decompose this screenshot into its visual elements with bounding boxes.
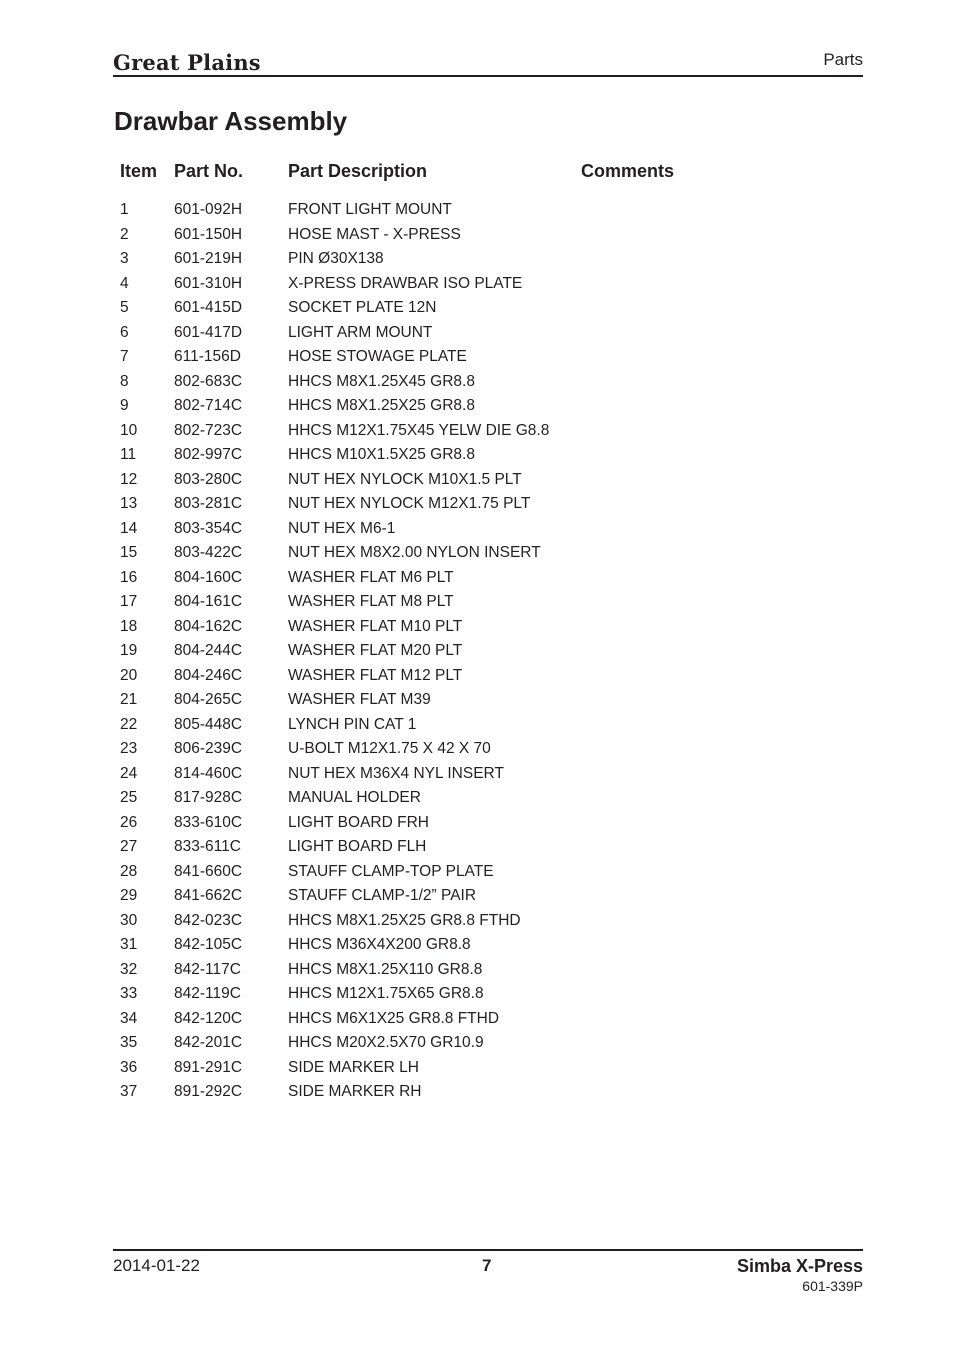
part-description: SIDE MARKER LH [288, 1058, 419, 1076]
item-number: 25 [120, 789, 138, 806]
part-number: 842-023C [174, 911, 243, 929]
table-row [0, 272, 954, 297]
item-number: 12 [120, 470, 138, 488]
part-description: WASHER FLAT M8 PLT [288, 593, 454, 610]
item-number: 20 [120, 666, 138, 684]
part-description: FRONT LIGHT MOUNT [288, 201, 452, 218]
brand-logo: Great Plains [113, 50, 261, 75]
part-number: 802-683C [174, 372, 243, 390]
part-number: 842-105C [174, 936, 243, 953]
table-row [0, 909, 954, 934]
table-row [0, 1080, 954, 1105]
part-description: NUT HEX NYLOCK M12X1.75 PLT [288, 495, 531, 512]
part-number: 802-997C [174, 446, 243, 463]
table-row [0, 811, 954, 836]
item-number: 18 [120, 617, 138, 635]
item-number: 34 [120, 1009, 138, 1027]
table-row [0, 1056, 954, 1081]
item-number: 22 [120, 715, 138, 733]
part-number: 842-117C [174, 960, 241, 978]
table-row [0, 884, 954, 909]
part-number: 803-280C [174, 470, 243, 488]
table-row [0, 541, 954, 566]
part-number: 891-291C [174, 1058, 243, 1076]
part-description: MANUAL HOLDER [288, 789, 421, 806]
part-number: 601-092H [174, 201, 243, 218]
page-title: Drawbar Assembly [114, 106, 348, 136]
part-number: 804-161C [174, 593, 243, 610]
item-number: 2 [120, 225, 129, 243]
item-number: 35 [120, 1034, 138, 1051]
item-number: 14 [120, 519, 138, 537]
table-row [0, 590, 954, 615]
column-header-description: Part Description [288, 161, 428, 181]
item-number: 29 [120, 887, 138, 904]
part-description: HHCS M6X1X25 GR8.8 FTHD [288, 1009, 500, 1027]
item-number: 16 [120, 568, 138, 586]
page-number: 7 [482, 1256, 492, 1275]
table-row [0, 982, 954, 1007]
part-description: LIGHT ARM MOUNT [288, 323, 433, 341]
item-number: 3 [120, 250, 129, 267]
part-description: STAUFF CLAMP-1/2” PAIR [288, 887, 477, 904]
footer-date: 2014-01-22 [113, 1256, 200, 1275]
part-number: 833-611C [174, 838, 241, 855]
part-description: NUT HEX M8X2.00 NYLON INSERT [288, 544, 541, 561]
part-description: X-PRESS DRAWBAR ISO PLATE [288, 274, 523, 292]
part-number: 803-354C [174, 519, 243, 537]
table-row [0, 492, 954, 517]
part-number: 601-219H [174, 250, 243, 267]
part-description: LYNCH PIN CAT 1 [288, 715, 417, 733]
part-description: HHCS M8X1.25X45 GR8.8 [288, 372, 475, 390]
table-row [0, 247, 954, 272]
part-number: 601-150H [174, 225, 243, 243]
item-number: 31 [120, 936, 138, 953]
table-row [0, 566, 954, 591]
item-number: 37 [120, 1083, 138, 1100]
item-number: 26 [120, 813, 138, 831]
part-description: WASHER FLAT M20 PLT [288, 642, 463, 659]
part-description: SOCKET PLATE 12N [288, 299, 437, 316]
table-row [0, 688, 954, 713]
part-number: 833-610C [174, 813, 243, 831]
item-number: 30 [120, 911, 138, 929]
part-number: 817-928C [174, 789, 243, 806]
part-description: HHCS M12X1.75X45 YELW DIE G8.8 [288, 421, 550, 439]
part-number: 805-448C [174, 715, 243, 733]
part-number: 841-660C [174, 862, 243, 880]
part-description: HHCS M8X1.25X25 GR8.8 FTHD [288, 911, 521, 929]
part-description: PIN Ø30X138 [288, 250, 384, 267]
item-number: 33 [120, 985, 138, 1002]
table-row [0, 615, 954, 640]
table-row [0, 198, 954, 223]
part-number: 806-239C [174, 740, 243, 757]
table-row [0, 835, 954, 860]
table-row [0, 517, 954, 542]
item-number: 1 [120, 201, 129, 218]
part-description: HHCS M8X1.25X110 GR8.8 [288, 960, 483, 978]
part-number: 842-201C [174, 1034, 243, 1051]
part-number: 601-310H [174, 274, 243, 292]
item-number: 21 [120, 691, 138, 708]
part-description: NUT HEX NYLOCK M10X1.5 PLT [288, 470, 522, 488]
section-label: Parts [823, 50, 863, 69]
table-row [0, 468, 954, 493]
table-row [0, 321, 954, 346]
part-number: 842-120C [174, 1009, 243, 1027]
table-row [0, 345, 954, 370]
part-number: 804-244C [174, 642, 243, 659]
part-description: U-BOLT M12X1.75 X 42 X 70 [288, 740, 491, 757]
part-description: HHCS M12X1.75X65 GR8.8 [288, 985, 484, 1002]
table-row [0, 664, 954, 689]
footer-divider [113, 1249, 863, 1251]
page-header [113, 48, 863, 77]
part-number: 601-415D [174, 299, 243, 316]
part-number: 802-723C [174, 421, 243, 439]
part-number: 841-662C [174, 887, 243, 904]
item-number: 10 [120, 421, 138, 439]
part-description: NUT HEX M6-1 [288, 519, 396, 537]
table-row [0, 762, 954, 787]
item-number: 6 [120, 323, 129, 341]
item-number: 11 [120, 446, 137, 463]
item-number: 36 [120, 1058, 138, 1076]
table-row [0, 370, 954, 395]
part-description: WASHER FLAT M12 PLT [288, 666, 463, 684]
table-row [0, 786, 954, 811]
part-number: 804-246C [174, 666, 243, 684]
item-number: 19 [120, 642, 138, 659]
part-number: 842-119C [174, 985, 241, 1002]
table-row [0, 296, 954, 321]
column-header-part-no: Part No. [174, 161, 244, 181]
part-number: 804-160C [174, 568, 243, 586]
part-description: HHCS M36X4X200 GR8.8 [288, 936, 471, 953]
table-row [0, 1031, 954, 1056]
item-number: 17 [120, 593, 138, 610]
part-number: 804-162C [174, 617, 243, 635]
part-number: 802-714C [174, 397, 243, 414]
item-number: 24 [120, 764, 138, 782]
item-number: 15 [120, 544, 138, 561]
column-header-comments: Comments [581, 161, 675, 181]
part-description: NUT HEX M36X4 NYL INSERT [288, 764, 504, 782]
table-header [0, 161, 954, 185]
table-row [0, 737, 954, 762]
item-number: 8 [120, 372, 129, 390]
table-row [0, 958, 954, 983]
table-row [0, 443, 954, 468]
table-row [0, 223, 954, 248]
table-row [0, 933, 954, 958]
part-number: 804-265C [174, 691, 243, 708]
part-description: WASHER FLAT M10 PLT [288, 617, 463, 635]
part-description: HHCS M8X1.25X25 GR8.8 [288, 397, 475, 414]
part-description: HOSE STOWAGE PLATE [288, 348, 467, 365]
item-number: 32 [120, 960, 138, 978]
part-number: 891-292C [174, 1083, 243, 1100]
item-number: 5 [120, 299, 129, 316]
part-number: 803-281C [174, 495, 243, 512]
product-name: Simba X-Press [736, 1256, 863, 1276]
parts-table-body [0, 198, 954, 1105]
part-description: SIDE MARKER RH [288, 1083, 422, 1100]
part-description: STAUFF CLAMP-TOP PLATE [288, 862, 494, 880]
part-number: 611-156D [174, 348, 241, 365]
column-header-item: Item [120, 161, 158, 181]
item-number: 23 [120, 740, 138, 757]
table-row [0, 1007, 954, 1032]
part-number: 601-417D [174, 323, 243, 341]
part-description: HOSE MAST - X-PRESS [288, 225, 461, 243]
part-description: LIGHT BOARD FRH [288, 813, 429, 831]
part-description: LIGHT BOARD FLH [288, 838, 427, 855]
part-number: 803-422C [174, 544, 243, 561]
part-description: WASHER FLAT M39 [288, 691, 431, 708]
item-number: 9 [120, 397, 129, 414]
table-row [0, 419, 954, 444]
item-number: 7 [120, 348, 129, 365]
table-row [0, 394, 954, 419]
part-number: 814-460C [174, 764, 243, 782]
item-number: 13 [120, 495, 138, 512]
document-number: 601-339P [802, 1278, 863, 1294]
part-description: WASHER FLAT M6 PLT [288, 568, 454, 586]
item-number: 27 [120, 838, 138, 855]
item-number: 28 [120, 862, 138, 880]
table-row [0, 713, 954, 738]
table-row [0, 860, 954, 885]
part-description: HHCS M10X1.5X25 GR8.8 [288, 446, 475, 463]
item-number: 4 [120, 274, 129, 292]
table-row [0, 639, 954, 664]
part-description: HHCS M20X2.5X70 GR10.9 [288, 1034, 484, 1051]
